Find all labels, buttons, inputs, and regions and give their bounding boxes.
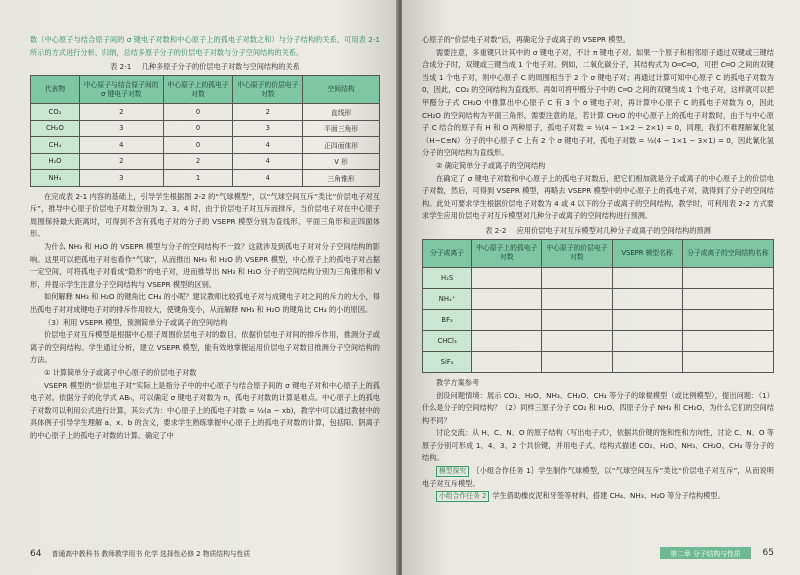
- table-cell: [682, 351, 773, 372]
- table2-header: 中心原子上的孤电子对数: [472, 239, 542, 267]
- table1-header: 中心原子与结合原子间的 σ 键电子对数: [79, 76, 163, 104]
- left-page-content: [30, 34, 380, 443]
- table-cell: [612, 267, 682, 288]
- table-cell: [472, 288, 542, 309]
- table2-header: 中心原子的价层电子对数: [542, 239, 612, 267]
- table-cell: NH₃: [31, 170, 80, 187]
- table-cell: 2: [79, 104, 163, 121]
- table-cell: CH₄: [31, 137, 80, 154]
- paragraph: 为什么 NH₃ 和 H₂O 的 VSEPR 模型与分子的空间结构不一致？这就涉及到孤电子对对分子空间结构的影响。这里可以把孤电子对也看作“气球”，从而推出 NH₃ 和 H₂O 的 VSEPR 模型，中心原子上的孤电子对占据一定空间，可将孤电子对看成“隐形”的电子对，进而推导出 NH₃ 和 H₂O 分子的空间结构分别为三角锥形和 V 形，并提示学生注意分子空间结构与 VSEPR 模型的区别。: [30, 242, 380, 289]
- paragraph: 在确定了 σ 键电子对数和中心原子上的孤电子对数后，把它们相加就是分子或离子的中心原子上的价层电子对数，然后，可得到 VSEPR 模型，再略去 VSEPR 模型中的中心原子上的孤电子对，就得到了分子的空间结构。此处可要求学生根据价层电子对数为 4 或 4 以下的分子或离子的空间结构，教学时，可利用表 2-2 方式要求学生应用价层电子对互斥模型对几种分子或离子的空间结构进行预测。: [422, 173, 774, 221]
- table2-number: 表 2-2: [485, 225, 507, 235]
- paragraph: [422, 465, 774, 490]
- table-cell: CHCl₃: [423, 330, 472, 351]
- table-cell: [542, 351, 612, 372]
- paragraph: VSEPR 模型的“价层电子对”实际上是指分子中的中心原子与结合原子间的 σ 键电子对和中心原子上的孤电子对。依据分子的化学式 ABₙ，可以确定 σ 键电子对数为 n，孤电子对数的计算是难点。中心原子上的孤电子对数可以利用公式进行计算，其公式为：中心原子上的孤电子对数 = ½(a − xb)，教学中可以通过教材中的具体例子引导学生理解 a、x、b 的含义，要求学生熟练掌握中心原子上的孤电子对数的计算，包括阳、阴离子的中心原子上的孤电子对数的计算。确定了中: [30, 380, 380, 440]
- table-cell: [472, 267, 542, 288]
- footer-book-title: 普通高中教科书 教师教学用书 化学 选择性必修 2 物质结构与性质: [51, 550, 251, 558]
- table-row: [423, 267, 774, 288]
- table-cell: H₂S: [423, 267, 472, 288]
- paragraph: 如何解释 NH₃ 和 H₂O 的键角比 CH₄ 的小呢？建议教师比较孤电子对与成键电子对之间的斥力的大小，得出孤电子对对成键电子对的排斥作用较大，使键角变小，从而解释 NH₃ 和 H₂O 的键角比 CH₄ 的小的原因。: [30, 292, 380, 315]
- step-heading: ② 确定简单分子或离子的空间结构: [436, 160, 546, 170]
- table-cell: [682, 288, 773, 309]
- page-number: 65: [762, 548, 774, 558]
- table-cell: [542, 330, 612, 351]
- table-cell: 2: [163, 153, 233, 170]
- table-cell: 1: [163, 170, 233, 187]
- table1-caption: [30, 62, 380, 72]
- paragraph: 需要注意，多重键只计其中的 σ 键电子对，不计 π 键电子对。如果一个原子和相邻原子通过双键或三键结合成分子时，双键或三键当成 1 个电子对。例如，二氧化碳分子，其结构式为 O═C═O，可把 C═O 之间的双键当成 1 个电子对，则中心原子 C 的周围相当于 2 个 σ 键电子对；再通过计算可知中心原子 C 的孤电子对数为 0，因此，CO₂ 的空间结构为直线形。再如可将甲醛分子中的 C═O 之间的双键当成 1 个电子对，这样就可以把甲醛分子式 CH₂O 中推算出中心原子 C 有 3 个 σ 键电子对，再计算中心原子 C 的孤电子对数为 0，因此 CH₂O 的空间结构为平面三角形。需要注意的是，若计算 CH₂O 的中心原子上的孤电子对数时，由于与中心原子 C 结合的原子有 H 和 O 两种原子，孤电子对数 = ½(4 − 1×2 − 2×1) = 0，同理，我们不难理解氰化氢（H−C≡N）分子的中心原子 C 上有 2 个 σ 键电子对，孤电子对数 = ½(4 − 1×1 − 3×1) = 0，因此氰化氢分子的空间结构为直线形。: [422, 47, 774, 158]
- table-cell: [612, 330, 682, 351]
- paragraph-text: ｛小组合作任务 1｝学生制作气球模型，以“气球空间互斥”类比“价层电子对互斥”，从而说明电子对互斥模型。: [422, 466, 774, 488]
- table-cell: 3: [79, 120, 163, 137]
- table-cell: CH₂O: [31, 120, 80, 137]
- table-cell: 3: [79, 170, 163, 187]
- table-cell: 三角锥形: [303, 170, 380, 187]
- table-cell: 正四面体形: [303, 137, 380, 154]
- table-cell: [472, 330, 542, 351]
- table1-header: 空间结构: [303, 76, 380, 104]
- table1: [30, 75, 380, 187]
- page-number: 64: [30, 549, 42, 559]
- paragraph: 在完成表 2-1 内容的基础上，引导学生根据图 2-2 的“气球模型”，以“气球空间互斥”类比“价层电子对互斥”，推导中心原子价层电子对数分别为 2、3、4 时，由于价层电子对互斥而排斥，当价层电子对在中心原子周围保持最大距离时，可得到不含有孤电子对的分子的 VSEPR 模型分别为直线形、平面三角形和正四面体形。: [30, 191, 380, 239]
- table-cell: [612, 309, 682, 330]
- table-cell: 0: [163, 104, 233, 121]
- table-cell: 平面三角形: [303, 120, 380, 137]
- table-cell: 4: [233, 170, 303, 187]
- table-cell: 3: [233, 120, 303, 137]
- table2-header: VSEPR 模型名称: [612, 239, 682, 267]
- table-row: [423, 288, 774, 309]
- table-cell: [682, 267, 773, 288]
- table-cell: [612, 351, 682, 372]
- table-cell: CO₂: [31, 104, 80, 121]
- table-cell: SiF₄: [423, 351, 472, 372]
- teaching-plan-heading: 教学方案参考: [436, 377, 480, 387]
- table1-header-row: [31, 76, 380, 104]
- table-cell: 4: [79, 137, 163, 154]
- right-footer: [660, 547, 774, 559]
- paragraph: 价层电子对互斥模型是根据中心原子周围价层电子对的数目，依据价层电子对间的排斥作用，推测分子或离子的空间结构。学生通过分析，建立 VSEPR 模型，能有效地掌握运用价层电子对数目推测分子空间结构的方法。: [30, 330, 380, 365]
- table-row: [423, 351, 774, 372]
- table-cell: [472, 351, 542, 372]
- table2-caption: [422, 226, 774, 236]
- task-label: 模型探究: [436, 466, 469, 477]
- section-heading: （3）利用 VSEPR 模型，预测简单分子或离子的空间结构: [44, 317, 228, 327]
- right-page: [402, 0, 800, 575]
- table2-title: 应用价层电子对互斥模型对几种分子或离子的空间结构的预测: [516, 225, 711, 235]
- table-row: [423, 330, 774, 351]
- table-row: [31, 153, 380, 170]
- table1-header: 代表物: [31, 76, 80, 104]
- table-cell: 4: [233, 153, 303, 170]
- table-row: [31, 170, 380, 187]
- left-footer: [30, 548, 250, 559]
- task-label: 小组合作任务 2: [436, 491, 489, 502]
- table2-header-row: [423, 239, 774, 267]
- paragraph: [422, 490, 774, 503]
- table-cell: [472, 309, 542, 330]
- table-cell: 2: [79, 153, 163, 170]
- table1-number: 表 2-1: [110, 62, 132, 72]
- left-page: [0, 0, 398, 575]
- paragraph-text: 学生借助橡皮泥和牙签等材料，搭建 CH₄、NH₃、H₂O 等分子结构模型。: [492, 491, 725, 501]
- table-cell: H₂O: [31, 153, 80, 170]
- paragraph: 心原子的“价层电子对数”后，再确定分子或离子的 VSEPR 模型。: [422, 35, 630, 44]
- table-cell: [542, 288, 612, 309]
- table-cell: [682, 330, 773, 351]
- table2-header: 分子或离子: [423, 239, 472, 267]
- table-row: [31, 104, 380, 121]
- right-page-content: [422, 34, 774, 503]
- table-cell: 0: [163, 120, 233, 137]
- table2: [422, 239, 774, 373]
- step-heading: ① 计算简单分子或离子中心原子的价层电子对数: [44, 368, 197, 377]
- table-cell: [542, 309, 612, 330]
- table1-header: 中心原子的价层电子对数: [233, 76, 303, 104]
- table-cell: 2: [233, 104, 303, 121]
- table-cell: 4: [233, 137, 303, 154]
- paragraph: 创设问题情境：展示 CO₂、H₂O、NH₃、CH₂O、CH₄ 等分子的球棍模型（或比例模型），提出问题：（1）什么是分子的空间结构？（2）同样三原子分子 CO₂ 和 H₂O、四原子分子 NH₃ 和 CH₂O，为什么它们的空间结构不同？: [422, 390, 774, 425]
- table2-header: 分子或离子的空间结构名称: [682, 239, 773, 267]
- table-cell: NH₄⁺: [423, 288, 472, 309]
- table-cell: [542, 267, 612, 288]
- table-row: [31, 137, 380, 154]
- table-cell: [682, 309, 773, 330]
- table1-title: 几种多原子分子的价层电子对数与空间结构的关系: [141, 62, 300, 72]
- table-row: [31, 120, 380, 137]
- intro-paragraph: 数（中心原子与结合原子间的 σ 键电子对数和中心原子上的孤电子对数之和）与分子结构的关系，可用表 2-1 所示的方式进行分析、归纳，总结多原子分子的价层电子对数与分子空间结构的关系。: [30, 35, 380, 57]
- table-cell: BF₃: [423, 309, 472, 330]
- table-cell: V 形: [303, 153, 380, 170]
- table-cell: [612, 288, 682, 309]
- table1-header: 中心原子上的孤电子对数: [163, 76, 233, 104]
- table-cell: 直线形: [303, 104, 380, 121]
- table-cell: 0: [163, 137, 233, 154]
- table-row: [423, 309, 774, 330]
- chapter-label: 第二章 分子结构与性质: [660, 547, 750, 559]
- paragraph: 讨论交流：从 H、C、N、O 的原子结构（写出电子式），依据共价键的饱和性和方向性，讨论 C、N、O 等原子分别可形成 1、4、3、2 个共价键，并用电子式、结构式描述 CO₂、H₂O、NH₃、CH₂O、CH₄ 等分子的结构。: [422, 428, 774, 463]
